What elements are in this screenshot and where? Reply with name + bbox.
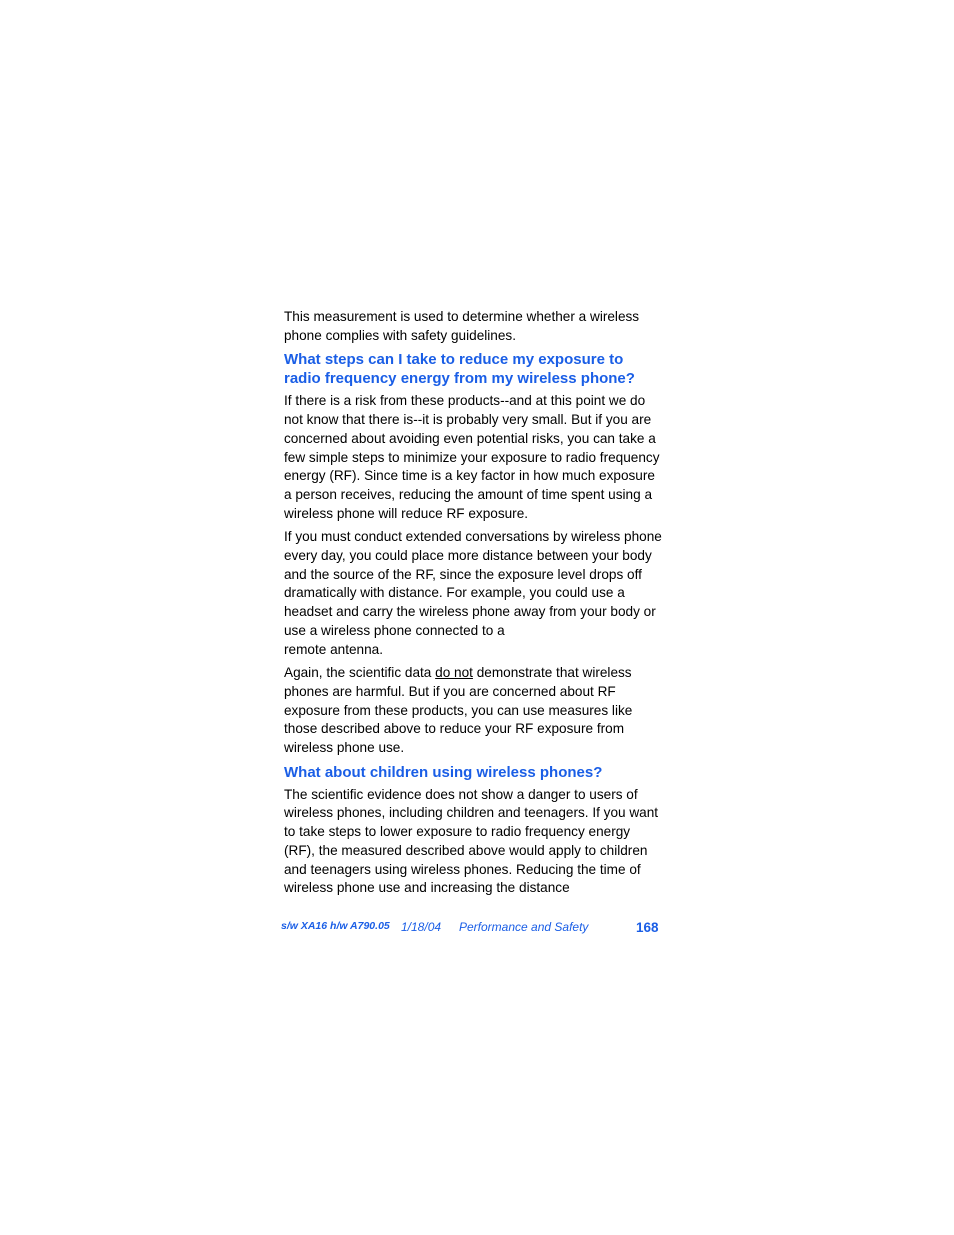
heading-line-2: radio frequency energy from my wireless phone?: [284, 370, 635, 388]
paragraph-text-start: Again, the scientific data: [284, 665, 436, 681]
body-paragraph-children: The scientific evidence does not show a danger to users of wireless phones, including children and teenagers. If you want to take steps to lower exposure to radio frequency energy (RF), the measured described above would apply to children and teenagers using wireless phones. Reducing the time of wireless phone use and increasing the distance: [284, 786, 659, 896]
page-number: 168: [636, 920, 659, 935]
paragraph-text-rest: demonstrate that wireless phones are harmful. But if you are concerned about RF exposure from these products, you can use measures like those described above to reduce your RF exposure from wireless phone use.: [284, 665, 633, 756]
footer-date: 1/18/04: [401, 920, 442, 934]
section-heading-children: What about children using wireless phones?: [284, 763, 603, 781]
body-paragraph-distance: [284, 528, 664, 659]
footer-version: s/w XA16 h/w A790.05: [281, 920, 390, 932]
paragraph-text-end: remote antenna.: [284, 641, 383, 657]
footer-section-title: Performance and Safety: [459, 920, 589, 934]
paragraph-text: If you must conduct extended conversations by wireless phone every day, you could place more distance between your body and the source of the RF, since the exposure level drops off dramatically with distance. For example, you could use a headset and carry the wireless phone away from your body or use a wireless phone connected to a: [284, 529, 662, 638]
page-body: [284, 308, 664, 903]
body-paragraph-scientific-data: [284, 664, 664, 758]
page-footer: [281, 920, 661, 938]
underlined-text: do not: [435, 665, 473, 681]
section-heading-reduce-exposure: [284, 350, 664, 388]
heading-line-1: What steps can I take to reduce my exposure to: [284, 351, 624, 369]
body-paragraph-risk: If there is a risk from these products--and at this point we do not know that there is--it is probably very small. But if you are concerned about avoiding even potential risks, you can take a few simple steps to minimize your exposure to radio frequency energy (RF). Since time is a key factor in how much exposure a person receives, reducing the amount of time spent using a wireless phone will reduce RF exposure.: [284, 393, 660, 521]
intro-paragraph: This measurement is used to determine whether a wireless phone complies with safety guidelines.: [284, 309, 640, 343]
